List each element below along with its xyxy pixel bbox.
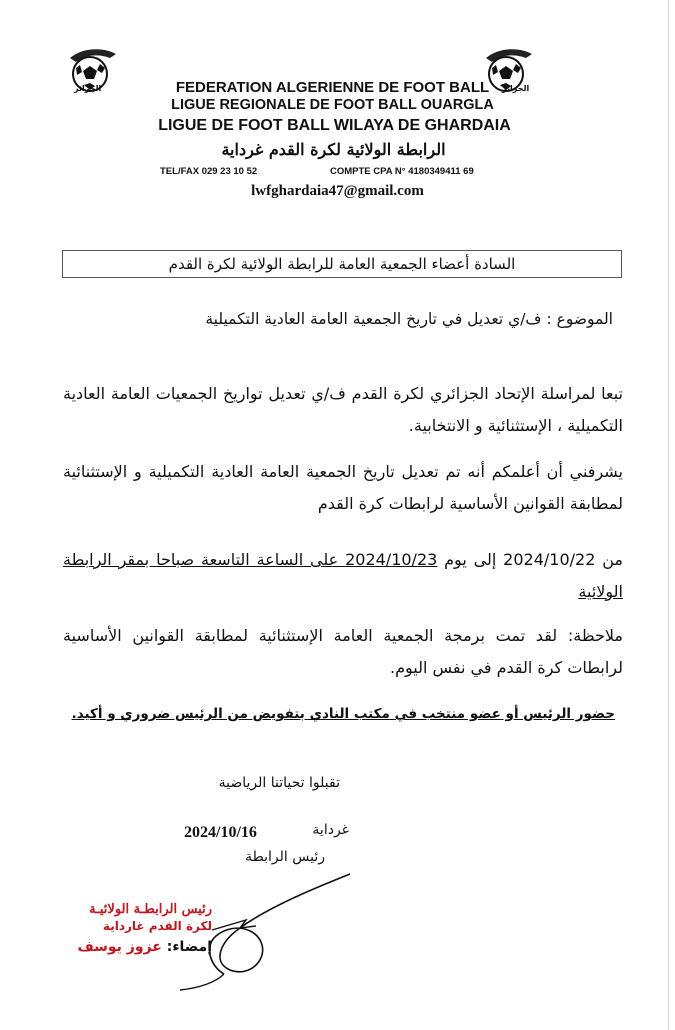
city-name: غرداية	[312, 822, 349, 838]
stamp-signature-label: إمضاء:	[166, 939, 212, 955]
logo-caption-right: الجزائر	[502, 84, 530, 93]
wilaya-league-title: LIGUE DE FOOT BALL WILAYA DE GHARDAIA	[158, 117, 511, 134]
tel-fax: TEL/FAX 029 23 10 52	[160, 166, 258, 177]
signatory-title: رئيس الرابطة	[245, 849, 325, 865]
attendance-requirement: حضور الرئيس أو عضو منتخب في مكتب النادي بتفويض من الرئيس ضروري و أكيد.	[71, 706, 615, 722]
stamp-signer-name: عزوز يوسف	[77, 939, 162, 955]
email-address: lwfghardaia47@gmail.com	[251, 183, 424, 199]
body-paragraph-2: يشرفني أن أعلمكم أنه تم تعديل تاريخ الجمعية العامة العادية التكميلية و الإستثنائية لمطابقة القوانين الأساسية لرابطات كرة القدم	[63, 462, 623, 513]
handwritten-signature	[120, 866, 370, 996]
date-range-underlined: 2024/10/23 على الساعة التاسعة صباحا بمقر الرابطة الولائية	[63, 550, 623, 601]
arabic-league-name: الرابطة الولائية لكرة القدم غرداية	[221, 140, 446, 159]
note-paragraph: ملاحظة: لقد تمت برمجة الجمعية العامة الإستثنائية لمطابقة القوانين الأساسية لرابطات كرة القدم في نفس اليوم.	[63, 626, 623, 677]
stamp-line-2: لكرة القدم غارداية	[102, 919, 212, 933]
bank-account: COMPTE CPA N° 4180349411 69	[330, 166, 474, 177]
logo-caption-left: الجزائر	[74, 84, 102, 93]
body-paragraph-3	[63, 544, 623, 608]
stamp-line-1: رئيس الرابطـة الولائيـة	[89, 902, 212, 917]
letter-date: 2024/10/16	[184, 824, 257, 841]
federation-title: FEDERATION ALGERIENNE DE FOOT BALL	[175, 79, 490, 96]
addressee-box: السادة أعضاء الجمعية العامة للرابطة الولائية لكرة القدم	[62, 250, 622, 278]
body-paragraph-1: تبعا لمراسلة الإتحاد الجزائري لكرة القدم ف/ي تعديل تواريخ الجمعيات العامة العادية التكميلية ، الإستثنائية و الانتخابية.	[63, 384, 623, 435]
subject-line: الموضوع : ف/ي تعديل في تاريخ الجمعية العامة العادية التكميلية	[205, 310, 613, 328]
regional-league-title: LIGUE REGIONALE DE FOOT BALL OUARGLA	[171, 97, 494, 113]
date-range-prefix: من 2024/10/22 إلى يوم	[437, 550, 623, 569]
closing-greeting: تقبلوا تحياتنا الرياضية	[218, 775, 340, 791]
